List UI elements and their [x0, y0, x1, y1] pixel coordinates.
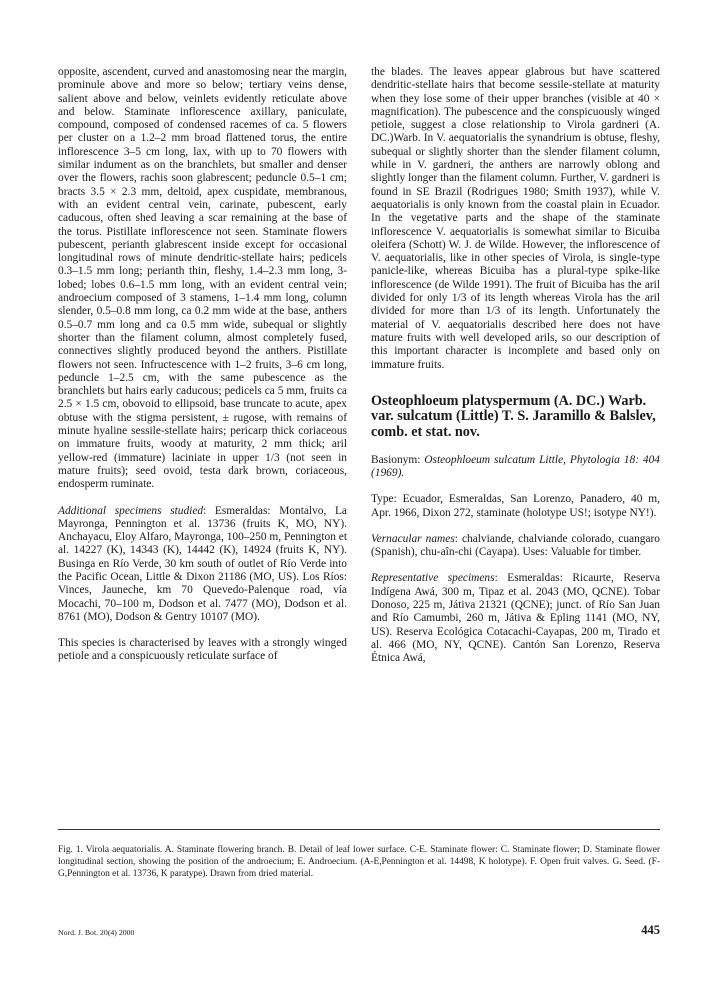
vernacular-paragraph [371, 533, 660, 560]
additional-specimens-paragraph [58, 505, 347, 625]
taxon-heading: Osteophloeum platyspermum (A. DC.) Warb. var. sulcatum (Little) T. S. Jaramillo & Balslev, comb. et stat. nov. [371, 392, 656, 441]
right-column [371, 66, 660, 665]
additional-specimens-label: Additional specimens studied [58, 504, 204, 517]
description-paragraph: opposite, ascendent, curved and anastomosing near the margin, prominule above and more so below; tertiary veins dense, salient above and below, veinlets evidently reticulate above and below. Staminate inflorescence axillary, paniculate, compound, composed of condensed racemes of ca. 5 flowers per cluster on a 1.2–2 mm broad flattened torus, the entire inflorescence 3–5 cm long, lax, with up to 70 flowers with similar indument as on the branchlets, but smaller and denser over the flowers, rachis soon glabrescent; peduncle 0.5–1 cm; bracts 3.5 × 2.3 mm, deltoid, apex cuspidate, membranous, with an evident central vein, carinate, pubescent, early caducous, often shed leaving a scar remaining at the base of the torus. Pistillate inflorescence not seen. Staminate flowers pubescent, perianth glabrescent inside except for occasional longitudinal rows of minute dendritic-stellate hairs; pedicels 0.3–1.5 mm long; perianth thin, fleshy, 1.4–2.3 mm long, 3-lobed; lobes 0.6–1.5 mm long, with an evident central vein; androecium composed of 3 stamens, 1–1.4 mm long, column slender, 0.5–0.8 mm long, ca 0.2 mm wide at the base, anthers 0.5–0.7 mm long and ca 0.5 mm wide, subequal or slightly shorter than the filament column, almost completely fused, connectives slightly produced beyond the anthers. Pistillate flowers not seen. Infructescence with 1–2 fruits, 3–6 cm long, peduncle 1–2.5 cm, with the same pubescence as the branchlets but hairs early caducous; pedicels ca 5 mm, fruits ca 2.5 × 1.5 cm, obovoid to ellipsoid, base truncate to acute, apex obtuse with the stigma persistent, ± rugose, with remains of minute hyaline sessile-stellate hairs; pericarp thick coriaceous on immature fruits, woody at maturity, 2 mm thick; aril yellow-red (immature) laciniate in upper 1/3 (not seen in mature fruits); seed ovoid, testa dark brown, coriaceous, endosperm ruminate. [58, 66, 347, 491]
basionym-paragraph [371, 454, 660, 481]
discussion-continued-paragraph: the blades. The leaves appear glabrous but have scattered dendritic-stellate hairs that become sessile-stellate at maturity when they lose some of their upper branches (visible at 40 × magnification). The pubescence and the conspicuously winged petiole, suggest a close relationship to Virola gardneri (A. DC.)Warb. In V. aequatorialis the synandrium is obtuse, fleshy, subequal or slightly shorter than the slender filament column, while in V. gardneri, the anthers are narrowly oblong and slightly longer than the filament column. Further, V. gardneri is found in SE Brazil (Rodrigues 1980; Smith 1937), while V. aequatorialis is only known from the coastal plain in Ecuador. In the vegetative parts and the shape of the staminate inflorescence V. aequatorialis is somewhat similar to Bicuiba oleifera (Schott) W. J. de Wilde. However, the inflorescence of V. aequatorialis, like in other species of Virola, is single-type panicle-like, whereas Bicuiba has a plural-type spike-like inflorescence (de Wilde 1991). The fruit of Bicuiba has the aril divided for only 1/3 of its length whereas Virola has the aril divided for more than 1/3 of its length. Unfortunately the material of V. aequatorialis described here does not have mature fruits with well developed arils, so our description of this important character is incomplete and based only on immature fruits. [371, 66, 660, 371]
basionym-text: Osteophloeum sulcatum Little, Phytologia 18: 404 (1969). [371, 453, 660, 479]
journal-citation: Nord. J. Bot. 20(4) 2000 [58, 928, 135, 937]
type-paragraph: Type: Ecuador, Esmeraldas, San Lorenzo, Panadero, 40 m, Apr. 1966, Dixon 272, staminate (holotype US!; isotype NY!). [371, 493, 660, 519]
representative-paragraph [371, 572, 660, 665]
caption-rule [58, 829, 660, 830]
additional-specimens-text: : Esmeraldas: Montalvo, La Mayronga, Pennington et al. 13736 (fruits K, MO, NY). Anchayacu, Eloy Alfaro, Mayronga, 100–250 m, Pennington et al. 14227 (K), 14343 (K), 14442 (K), 14924 (fruits K, NY). Businga en Río Verde, 30 km south of outlet of Río Verde into the Pacific Ocean, Little & Dixon 21186 (MO, US). Los Ríos: Vinces, Jauneche, km 70 Quevedo-Palenque road, vía Mocachi, 70–100 m, Dodson et al. 7477 (MO), Dodson et al. 8761 (MO), Dodson & Gentry 10107 (MO). [58, 504, 347, 623]
representative-label: Representative specimens [371, 572, 495, 585]
figure-caption: Fig. 1. Virola aequatorialis. A. Staminate flowering branch. B. Detail of leaf lower surface. C-E. Staminate flower: C. Staminate flower; D. Staminate flower longitudinal section, showing the position of the androecium; E. Androecium. (A-E,Pennington et al. 14498, K holotype). F. Open fruit valves. G. Seed. (F-G,Pennington et al. 13736, K paratype). Drawn from dried material. [58, 845, 660, 879]
vernacular-text: : chalviande, chalviande colorado, cuangaro (Spanish), chu-aîn-chi (Cayapa). Uses: Valuable for timber. [371, 532, 661, 559]
vernacular-label: Vernacular names [371, 532, 455, 545]
page-number: 445 [641, 923, 660, 937]
discussion-paragraph: This species is characterised by leaves with a strongly winged petiole and a conspicuously reticulate surface of [58, 637, 347, 663]
basionym-label: Basionym: [371, 453, 421, 466]
representative-text: : Esmeraldas: Ricaurte, Reserva Indígena Awá, 300 m, Tipaz et al. 2043 (MO, QCNE). Tobar Donoso, 225 m, Játiva 21321 (QCNE); junct. of Río San Juan and Río Camumbi, 260 m, Játiva & Epling 1141 (MO, NY, US). Reserva Ecológica Cotacachi-Cayapas, 200 m, Tirado et al. 466 (MO, NY, QCNE). Cantón San Lorenzo, Reserva Étnica Awá, [371, 572, 661, 665]
left-column [58, 66, 347, 664]
